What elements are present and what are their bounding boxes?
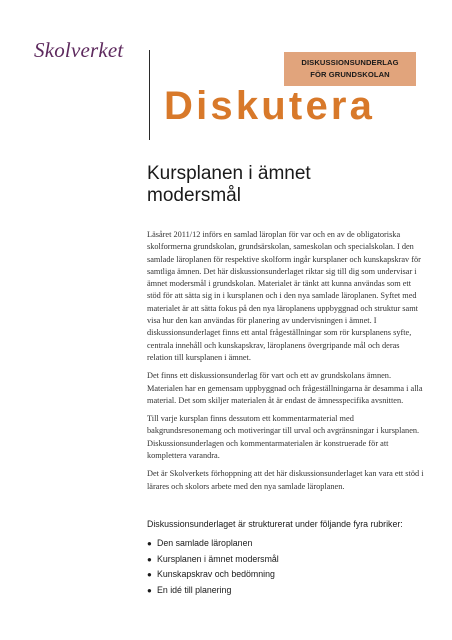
paragraph: Det finns ett diskussionsunderlag för vart och ett av grundskolans ämnen. Materialen har en gemensam uppbyggnad och frågeställningarna är desamma i alla material. Det som skiljer materialen åt är endast de ämnesspecifika avsnitten. <box>147 371 423 405</box>
paragraph: Det är Skolverkets förhoppning att det här diskussionsunderlaget kan vara ett stöd i lärares och skolors arbete med den nya samlade läroplanen. <box>147 469 424 491</box>
bullet-icon: ● <box>147 539 152 548</box>
paragraph: Till varje kursplan finns dessutom ett kommentarmaterial med bakgrundsresonemang och motiveringar till urval och avgränsningar i kursplanen. Diskussionsunderlagen och kommentarmaterialen är konstruerade för att komplettera varandra. <box>147 414 420 461</box>
list-item <box>147 536 437 552</box>
badge-line-1: DISKUSSIONSUNDERLAG <box>301 58 399 68</box>
masthead-title: Diskutera <box>164 84 376 128</box>
list-item-label: En idé till planering <box>157 584 232 595</box>
structure-intro: Diskussionsunderlaget är strukturerat under följande fyra rubriker: <box>147 519 403 529</box>
document-type-badge <box>284 52 416 86</box>
list-item <box>147 583 437 599</box>
title-line-1: Kursplanen i ämnet <box>147 163 311 184</box>
structure-section <box>147 519 437 598</box>
list-item-label: Den samlade läroplanen <box>157 538 253 548</box>
title-line-2: modersmål <box>147 185 241 206</box>
list-item <box>147 567 437 583</box>
list-item-label: Kunskapskrav och bedömning <box>157 569 275 579</box>
intro-body <box>147 229 425 499</box>
badge-line-2: FÖR GRUNDSKOLAN <box>310 70 390 79</box>
structure-list <box>147 536 437 598</box>
paragraph: Läsåret 2011/12 införs en samlad läroplan för var och en av de obligatoriska skolformerna grundskolan, grundsärskolan, sameskolan och specialskolan. I den samlade läroplanen för respektive skolform ingår kursplaner och kunskapskrav för samtliga ämnen. Det här diskussionsunderlaget riktar sig till dig som undervisar i ämnet modersmål i grundskolan. Materialet är tänkt att kunna användas som ett stöd för att sätta sig in i kursplanen och i den nya samlade läroplanen. Syftet med materialet är att sätta fokus på den nya läroplanens uppbyggnad och struktur samt visa hur den kan användas för planering av undervisningen i ämnet. I diskussionsunderlaget finns ett antal frågeställningar som rör kursplanens syfte, centrala innehåll och kunskapskrav, läroplanens övergripande mål och deras relation till kursplanen i ämnet. <box>147 230 421 362</box>
list-item-label: Kursplanen i ämnet modersmål <box>157 553 279 564</box>
list-item <box>147 552 437 568</box>
page-title <box>147 163 417 207</box>
skolverket-logo: Skolverket <box>34 38 124 62</box>
bullet-icon: ● <box>147 570 152 579</box>
bullet-icon: ● <box>147 585 152 595</box>
bullet-icon: ● <box>147 554 152 564</box>
header-divider <box>149 50 150 140</box>
